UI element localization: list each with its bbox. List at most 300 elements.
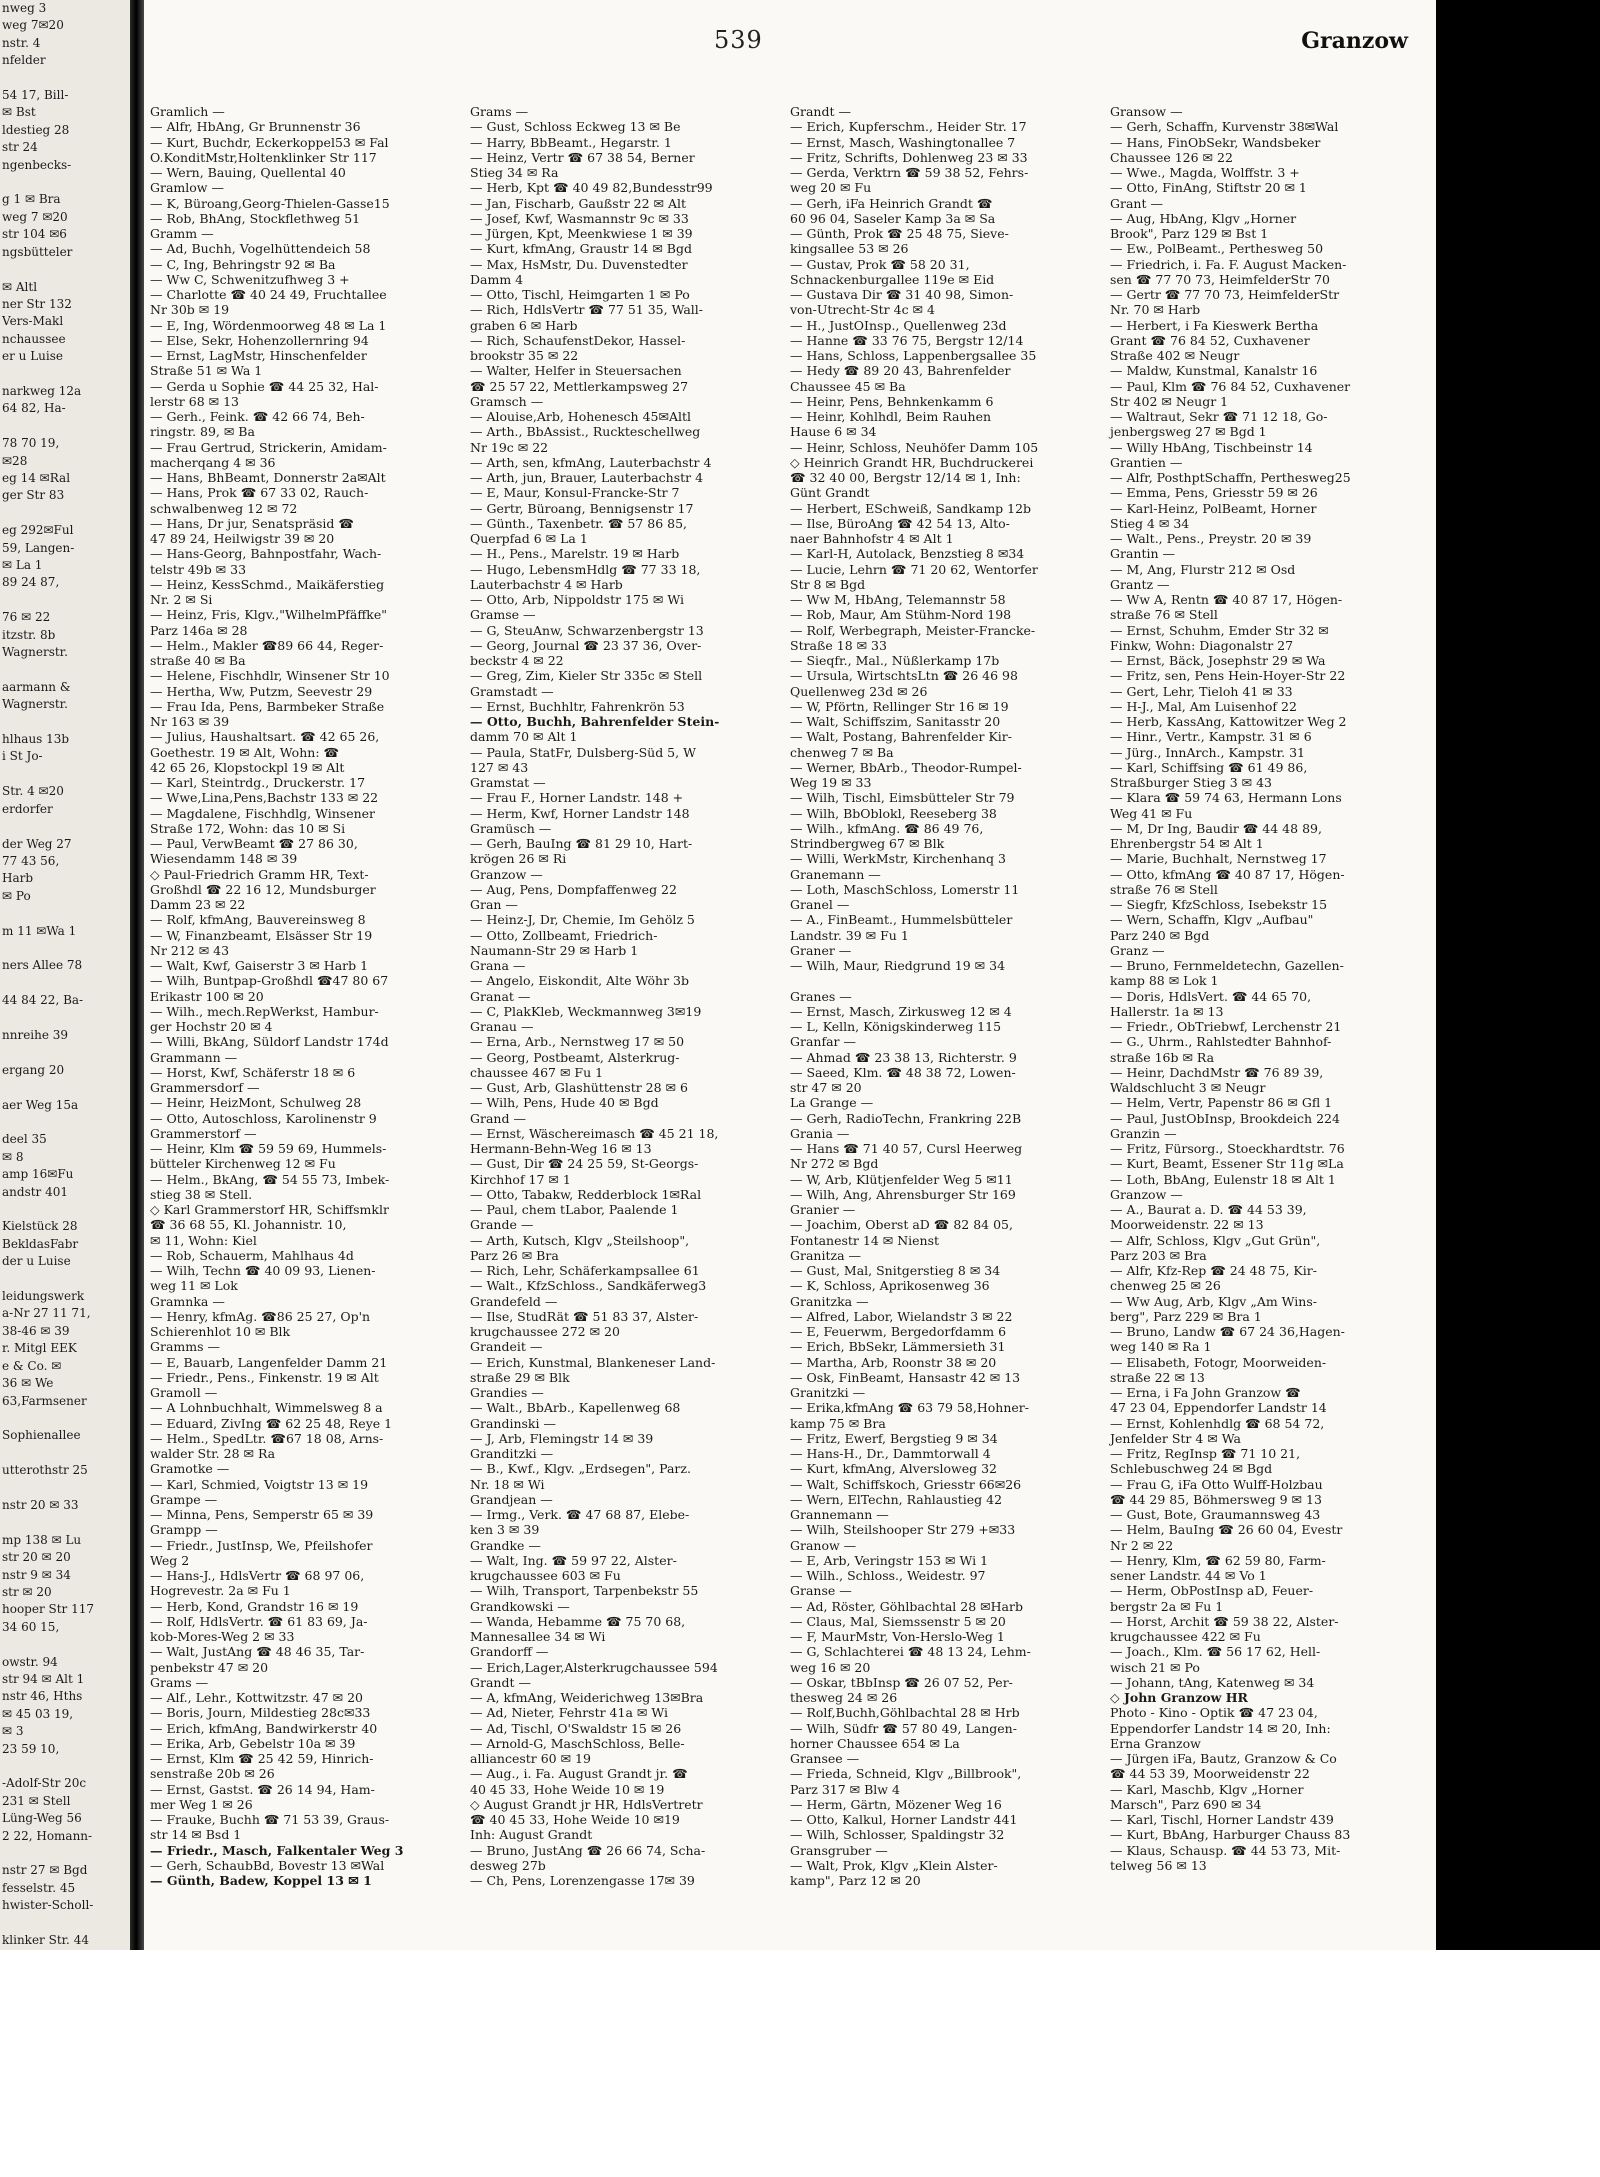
directory-entry: Weg 2 [150, 1552, 190, 1568]
surname-heading: Gramotke — [150, 1461, 230, 1477]
directory-entry: — Charlotte ☎ 40 24 49, Fruchtallee [150, 287, 387, 302]
directory-entry: Weg 41 ✉ Fu [1110, 805, 1193, 821]
directory-entry: — Helm, Vertr, Papenstr 86 ✉ Gfl 1 [1110, 1095, 1333, 1111]
surname-heading: Granitzka — [790, 1293, 869, 1309]
directory-entry: Stieg 4 ✉ 34 [1110, 515, 1190, 531]
fragment-line: str 94 ✉ Alt 1 [2, 1672, 85, 1686]
directory-entry: — Wilh, Tischl, Eimsbütteler Str 79 [790, 790, 1015, 806]
surname-heading: Grantin — [1110, 546, 1176, 562]
directory-entry: — Günth., Taxenbetr. ☎ 57 86 85, [470, 515, 688, 531]
fragment-line: owstr. 94 [2, 1654, 58, 1669]
surname-heading: Granzow — [1110, 1186, 1183, 1202]
directory-entry: — Karl, Tischl, Horner Landstr 439 [1110, 1812, 1334, 1827]
directory-entry: kamp 88 ✉ Lok 1 [1110, 973, 1219, 989]
directory-entry: — Gust, Mal, Snitgerstieg 8 ✉ 34 [790, 1263, 1001, 1278]
directory-entry: — Julius, Haushaltsart. ☎ 42 65 26, [150, 729, 380, 745]
directory-entry: — Ww Aug, Arb, Klgv „Am Wins- [1110, 1293, 1317, 1309]
directory-entry: — Fritz, Schrifts, Dohlenweg 23 ✉ 33 [790, 149, 1028, 165]
directory-entry: brookstr 35 ✉ 22 [470, 348, 579, 363]
directory-entry: — C, PlakKleb, Weckmannweg 3✉19 [470, 1003, 702, 1019]
surname-heading: Grandjean — [470, 1491, 553, 1507]
fragment-line [0, 1079, 130, 1096]
directory-entry: Hogrevestr. 2a ✉ Fu 1 [150, 1583, 291, 1599]
directory-entry: — Johann, tAng, Katenweg ✉ 34 [1110, 1674, 1315, 1690]
directory-entry: — Gertr, Büroang, Bennigsenstr 17 [470, 500, 694, 516]
fragment-line [0, 1271, 130, 1288]
fragment-line: ner Str 132 [2, 296, 72, 311]
directory-entry: Str 402 ✉ Neugr 1 [1110, 393, 1229, 409]
directory-entry: — Ahmad ☎ 23 38 13, Richterstr. 9 [790, 1049, 1017, 1065]
directory-entry: — Walt., KfzSchloss., Sandkäferweg3 [470, 1278, 707, 1294]
fragment-line: andstr 401 [2, 1184, 68, 1199]
directory-entry: Nr. 18 ✉ Wi [470, 1476, 545, 1492]
directory-entry: Straße 172, Wohn: das 10 ✉ Si [150, 820, 346, 836]
fragment-line: 231 ✉ Stell [2, 1793, 71, 1808]
directory-entry: 47 89 24, Heilwigstr 39 ✉ 20 [150, 531, 335, 546]
directory-entry: Nr. 70 ✉ Harb [1110, 302, 1201, 318]
directory-entry: — Gerda, Verktrn ☎ 59 38 52, Fehrs- [790, 165, 1029, 180]
fragment-line [0, 1410, 130, 1427]
directory-entry: — Lucie, Lehrn ☎ 71 20 62, Wentorfer [790, 561, 1038, 577]
fragment-line: nchaussee [2, 331, 66, 346]
surname-heading: Gramsch — [470, 393, 544, 409]
directory-entry: 42 65 26, Klopstockpl 19 ✉ Alt [150, 759, 345, 775]
surname-heading: Gramlich — [150, 104, 225, 119]
surname-heading: Gransee — [790, 1751, 860, 1766]
fragment-line: Lüng-Weg 56 [2, 1811, 82, 1826]
directory-entry: — Gerh., Feink. ☎ 42 66 74, Beh- [150, 409, 365, 424]
directory-entry: — Klara ☎ 59 74 63, Hermann Lons [1110, 790, 1342, 806]
directory-entry: — Gertr ☎ 77 70 73, HeimfelderStr [1110, 287, 1340, 302]
directory-entry: — Siegfr, KfzSchloss, Isebekstr 15 [1110, 897, 1328, 912]
fragment-line: itzstr. 8b [2, 627, 56, 642]
directory-entry: — Hans, BhBeamt, Donnerstr 2a✉Alt [150, 470, 386, 485]
directory-entry: — Georg, Journal ☎ 23 37 36, Over- [470, 637, 702, 653]
surname-heading: Granitzki — [790, 1385, 866, 1400]
fragment-line: 63,Farmsener [2, 1393, 87, 1408]
directory-entry: — Bruno, JustAng ☎ 26 66 74, Scha- [470, 1842, 706, 1858]
directory-entry: — Minna, Pens, Semperstr 65 ✉ 39 [150, 1507, 374, 1522]
surname-heading: Grandt — [470, 1674, 531, 1690]
directory-entry: — Gerh, SchaubBd, Bovestr 13 ✉Wal [150, 1857, 385, 1873]
directory-entry: walder Str. 28 ✉ Ra [150, 1446, 276, 1461]
fragment-line: Kielstück 28 [2, 1219, 78, 1234]
directory-entry: — Osk, FinBeamt, Hansastr 42 ✉ 13 [790, 1369, 1021, 1385]
directory-entry: — Frauke, Buchh ☎ 71 53 39, Graus- [150, 1812, 390, 1827]
fragment-line [0, 70, 130, 87]
directory-entry: — Frau G, iFa Otto Wulff-Holzbau [1110, 1476, 1323, 1492]
fragment-line [0, 818, 130, 835]
directory-entry: — Aug, Pens, Dompfaffenweg 22 [470, 881, 677, 897]
surname-heading: Granfar — [790, 1034, 856, 1050]
directory-entry: senstraße 20b ✉ 26 [150, 1766, 275, 1782]
directory-entry: — Karl, Schiffsing ☎ 61 49 86, [1110, 759, 1308, 775]
directory-entry: — Wilh, Maur, Riedgrund 19 ✉ 34 [790, 958, 1006, 973]
directory-entry: Nr 272 ✉ Bgd [790, 1156, 879, 1172]
fragment-line: hooper Str 117 [2, 1602, 95, 1617]
directory-entry: Hallerstr. 1a ✉ 13 [1110, 1003, 1224, 1019]
surname-heading: Granier — [790, 1202, 856, 1217]
directory-entry: — Walt, Schiffszim, Sanitasstr 20 [790, 714, 1001, 729]
surname-heading: Grandies — [470, 1385, 544, 1400]
fragment-line: 44 84 22, Ba- [2, 993, 84, 1008]
directory-entry: — Alfr, PosthptSchaffn, Perthesweg25 [1110, 470, 1351, 485]
column-4 [1110, 104, 1410, 1944]
surname-heading: Granow — [790, 1537, 857, 1553]
directory-entry: — E, Maur, Konsul-Francke-Str 7 [470, 485, 680, 501]
directory-entry: Lauterbachstr 4 ✉ Harb [470, 576, 623, 592]
surname-heading: Grandke — [470, 1537, 541, 1553]
directory-entry: Erna Granzow [1110, 1735, 1201, 1751]
directory-entry: — Walt., Pens., Preystr. 20 ✉ 39 [1110, 531, 1312, 546]
surname-heading: Gramms — [150, 1339, 221, 1355]
directory-entry: — Frau Gertrud, Strickerin, Amidam- [150, 439, 387, 455]
directory-entry: Chaussee 126 ✉ 22 [1110, 149, 1233, 165]
fragment-line: a-Nr 27 11 71, [2, 1306, 91, 1321]
directory-entry: jenbergsweg 27 ✉ Bgd 1 [1110, 424, 1267, 440]
directory-entry: Landstr. 39 ✉ Fu 1 [790, 927, 909, 943]
fragment-line [0, 1044, 130, 1061]
directory-entry: — Heinr, Klm ☎ 59 59 69, Hummels- [150, 1141, 387, 1156]
directory-entry: Straße 18 ✉ 33 [790, 637, 887, 653]
column-3 [790, 104, 1090, 1944]
directory-entry: — Henry, kfmAg. ☎86 25 27, Op'n [150, 1308, 371, 1324]
directory-entry: — Erika, Arb, Gebelstr 10a ✉ 39 [150, 1735, 356, 1751]
surname-heading: Grand — [470, 1110, 526, 1126]
directory-entry: Weg 19 ✉ 33 [790, 775, 872, 790]
directory-entry: — Paul, Klm ☎ 76 84 52, Cuxhavener [1110, 378, 1351, 394]
directory-entry: — Joach., Klm. ☎ 56 17 62, Hell- [1110, 1644, 1321, 1660]
directory-entry: straße 29 ✉ Blk [470, 1369, 570, 1385]
directory-entry: — Erich, kfmAng, Bandwirkerstr 40 [150, 1720, 378, 1736]
directory-entry: — Kurt, Buchdr, Eckerkoppel53 ✉ Fal [150, 134, 389, 150]
directory-entry: ☎ 25 57 22, Mettlerkampsweg 27 [470, 378, 689, 394]
directory-entry: — Max, HsMstr, Du. Duvenstedter [470, 256, 688, 272]
fragment-line [0, 1514, 130, 1531]
directory-entry: — Herb, Kpt ☎ 40 49 82,Bundesstr99 [470, 180, 713, 196]
fragment-line: amp 16✉Fu [2, 1167, 74, 1182]
directory-entry: — Friedr., Masch, Falkentaler Weg 3 [150, 1842, 404, 1858]
directory-entry: — Friedr., ObTriebwf, Lerchenstr 21 [1110, 1019, 1342, 1034]
directory-entry: — Hans, FinObSekr, Wandsbeker [1110, 134, 1321, 150]
directory-entry: — Wilh, Ang, Ahrensburger Str 169 [790, 1186, 1016, 1202]
directory-entry: Günt Grandt [790, 485, 870, 501]
fragment-line: Vers-Makl [2, 314, 64, 329]
directory-entry: — Gerh, BauIng ☎ 81 29 10, Hart- [470, 836, 693, 851]
fragment-line [0, 1445, 130, 1462]
directory-entry: Fontanestr 14 ✉ Nienst [790, 1232, 940, 1248]
fragment-line: 89 24 87, [2, 575, 60, 590]
surname-heading: Gramstat — [470, 775, 546, 790]
directory-entry: — H-J., Mal, Am Luisenhof 22 [1110, 698, 1297, 714]
fragment-line: 34 60 15, [2, 1619, 60, 1634]
directory-entry: — Wanda, Hebamme ☎ 75 70 68, [470, 1613, 686, 1629]
directory-entry: — Angelo, Eiskondit, Alte Wöhr 3b [470, 973, 689, 989]
directory-entry: — Loth, BbAng, Eulenstr 18 ✉ Alt 1 [1110, 1171, 1336, 1187]
fragment-line: narkweg 12a [2, 383, 82, 398]
directory-entry: sen ☎ 77 70 73, HeimfelderStr 70 [1110, 271, 1330, 287]
fragment-line: nfelder [2, 53, 46, 68]
directory-entry: — Walt, Postang, Bahrenfelder Kir- [790, 729, 1012, 745]
directory-entry: — Gustav, Prok ☎ 58 20 31, [790, 256, 970, 272]
directory-entry: Nr 212 ✉ 43 [150, 942, 230, 958]
directory-entry: chaussee 467 ✉ Fu 1 [470, 1064, 604, 1080]
directory-entry: — Rob, Maur, Am Stühm-Nord 198 [790, 607, 1012, 623]
fragment-line: 38-46 ✉ 39 [2, 1323, 70, 1338]
directory-entry: — Erna, Arb., Nernstweg 17 ✉ 50 [470, 1034, 685, 1050]
directory-entry: — Wern, Schaffn, Klgv „Aufbau" [1110, 912, 1314, 928]
fragment-line [0, 766, 130, 783]
fragment-line [0, 1915, 130, 1932]
fragment-line: ngsbütteler [2, 244, 73, 259]
directory-entry: — Wilh, Schlosser, Spaldingstr 32 [790, 1827, 1005, 1843]
directory-entry: — L, Kelln, Königskinderweg 115 [790, 1019, 1002, 1034]
surname-heading: Grams — [470, 104, 529, 119]
directory-entry: — W, Arb, Klütjenfelder Weg 5 ✉11 [790, 1171, 1013, 1187]
surname-heading: Grant — [1110, 195, 1163, 211]
surname-heading: Grandeit — [470, 1339, 543, 1355]
directory-entry: — Wilh, Südfr ☎ 57 80 49, Langen- [790, 1720, 1017, 1736]
fragment-line [0, 1201, 130, 1218]
directory-entry: — Erika,kfmAng ☎ 63 79 58,Hohner- [790, 1400, 1029, 1416]
surname-heading: Gramoll — [150, 1385, 218, 1400]
directory-entry: — Ad, Nieter, Fehrstr 41a ✉ Wi [470, 1705, 668, 1721]
directory-entry: — Hedy ☎ 89 20 43, Bahrenfelder [790, 363, 1011, 379]
directory-entry: Nr 30b ✉ 19 [150, 302, 230, 318]
directory-entry: straße 40 ✉ Ba [150, 653, 246, 668]
directory-entry: — Ursula, WirtschtsLtn ☎ 26 46 98 [790, 668, 1018, 684]
directory-entry: — Ilse, BüroAng ☎ 42 54 13, Alto- [790, 515, 1010, 531]
surname-heading: Gransgruber — [790, 1842, 888, 1858]
directory-entry: — Elisabeth, Fotogr, Moorweiden- [1110, 1354, 1327, 1370]
scan-background-right [1436, 0, 1600, 1950]
directory-entry: — Fritz, RegInsp ☎ 71 10 21, [1110, 1446, 1301, 1461]
column-2 [470, 104, 770, 1944]
directory-entry: — Else, Sekr, Hohenzollernring 94 [150, 332, 369, 348]
directory-entry: straße 22 ✉ 13 [1110, 1369, 1205, 1385]
directory-entry: — Wilh, BbOblokl, Reeseberg 38 [790, 805, 997, 821]
directory-entry: — Helm., SpedLtr. ☎67 18 08, Arns- [150, 1430, 384, 1446]
fragment-line [0, 366, 130, 383]
directory-entry: O.KonditMstr,Holtenklinker Str 117 [150, 149, 377, 165]
fragment-line [0, 1114, 130, 1131]
directory-entry: — Gert, Lehr, Tieloh 41 ✉ 33 [1110, 683, 1293, 699]
directory-entry: — Martha, Arb, Roonstr 38 ✉ 20 [790, 1354, 997, 1370]
directory-entry: — Erich,Lager,Alsterkrugchaussee 594 [470, 1659, 718, 1675]
directory-entry: — Aug, HbAng, Klgv „Horner [1110, 210, 1297, 226]
directory-entry: — Ww A, Rentn ☎ 40 87 17, Högen- [1110, 592, 1343, 607]
directory-entry: Parz 240 ✉ Bgd [1110, 927, 1210, 943]
directory-entry: — Herb, Kond, Grandstr 16 ✉ 19 [150, 1598, 359, 1614]
surname-heading: Grammersdorf — [150, 1080, 260, 1095]
directory-entry: — Otto, Zollbeamt, Friedrich- [470, 927, 658, 943]
directory-entry: Goethestr. 19 ✉ Alt, Wohn: ☎ [150, 744, 340, 760]
directory-entry: — Herbert, ESchweiß, Sandkamp 12b [790, 500, 1032, 516]
fragment-line: nstr 9 ✉ 34 [2, 1567, 71, 1582]
directory-entry: — Wilh, Techn ☎ 40 09 93, Lienen- [150, 1263, 376, 1278]
directory-entry: 60 96 04, Saseler Kamp 3a ✉ Sa [790, 210, 996, 226]
directory-entry: telweg 56 ✉ 13 [1110, 1857, 1207, 1873]
fragment-line: nstr. 4 [2, 35, 41, 50]
directory-entry: — Sieqfr., Mal., Nüßlerkamp 17b [790, 653, 1000, 668]
directory-entry: — Gust, Schloss Eckweg 13 ✉ Be [470, 119, 681, 135]
directory-entry: — Karl-Heinz, PolBeamt, Horner [1110, 500, 1317, 516]
directory-entry: bergstr 2a ✉ Fu 1 [1110, 1598, 1224, 1614]
directory-entry: — Gustava Dir ☎ 31 40 98, Simon- [790, 287, 1014, 302]
directory-entry: — Friedr., JustInsp, We, Pfeilshofer [150, 1537, 373, 1553]
fragment-line [0, 905, 130, 922]
surname-heading: Granau — [470, 1019, 534, 1034]
directory-entry: — Hanne ☎ 33 76 75, Bergstr 12/14 [790, 332, 1024, 348]
directory-entry: 40 45 33, Hohe Weide 10 ✉ 19 [470, 1781, 665, 1797]
directory-entry: — Kurt, BbAng, Harburger Chauss 83 [1110, 1827, 1351, 1843]
directory-entry: — Ernst, Gastst. ☎ 26 14 94, Ham- [150, 1781, 375, 1797]
fragment-line: e & Co. ✉ [2, 1358, 62, 1373]
fragment-line: 64 82, Ha- [2, 401, 66, 416]
fragment-line [0, 714, 130, 731]
fragment-line: ✉ 45 03 19, [2, 1706, 74, 1721]
directory-entry: str 14 ✉ Bsd 1 [150, 1827, 242, 1843]
directory-entry: — Horst, Archit ☎ 59 38 22, Alster- [1110, 1613, 1339, 1629]
directory-entry: — Horst, Kwf, Schäferstr 18 ✉ 6 [150, 1064, 356, 1080]
directory-entry: — Aug., i. Fa. August Grandt jr. ☎ [470, 1766, 688, 1782]
directory-entry: — Fritz, sen, Pens Hein-Hoyer-Str 22 [1110, 668, 1346, 684]
directory-entry: ringstr. 89, ✉ Ba [150, 424, 255, 440]
directory-entry: — Hertha, Ww, Putzm, Seevestr 29 [150, 683, 373, 699]
surname-heading: Granzin — [1110, 1125, 1177, 1141]
directory-entry: — Hans, Dr jur, Senatspräsid ☎ [150, 515, 354, 531]
fragment-line [0, 1758, 130, 1775]
directory-entry: Schierenhlot 10 ✉ Blk [150, 1324, 291, 1339]
fragment-line: 23 59 10, [2, 1741, 60, 1756]
directory-entry: — Herm, ObPostInsp aD, Feuer- [1110, 1583, 1314, 1599]
directory-entry: — Hans-Georg, Bahnpostfahr, Wach- [150, 546, 382, 562]
fragment-line: str 104 ✉6 [2, 227, 67, 242]
directory-entry: — Loth, MaschSchloss, Lomerstr 11 [790, 881, 1020, 897]
directory-entry: — Marie, Buchhalt, Nernstweg 17 [1110, 851, 1327, 867]
fragment-line: mp 138 ✉ Lu [2, 1532, 82, 1547]
directory-entry: — Paul, JustObInsp, Brookdeich 224 [1110, 1110, 1340, 1126]
directory-entry: stieg 38 ✉ Stell. [150, 1186, 253, 1202]
directory-entry: — Ch, Pens, Lorenzengasse 17✉ 39 [470, 1873, 695, 1888]
directory-entry: — Emma, Pens, Griesstr 59 ✉ 26 [1110, 485, 1318, 501]
fragment-line: nstr 46, Hths [2, 1689, 83, 1704]
directory-entry: — Rolf,Buchh,Göhlbachtal 28 ✉ Hrb [790, 1705, 1020, 1721]
directory-entry: — M, Ang, Flurstr 212 ✉ Osd [1110, 561, 1296, 577]
directory-entry: berg", Parz 229 ✉ Bra 1 [1110, 1308, 1262, 1324]
directory-entry: — Willy HbAng, Tischbeinstr 14 [1110, 439, 1313, 455]
directory-entry: chenweg 25 ✉ 26 [1110, 1278, 1221, 1294]
directory-entry: — Henry, Klm, ☎ 62 59 80, Farm- [1110, 1552, 1326, 1568]
fragment-line: ngenbecks- [2, 157, 72, 172]
directory-entry: — Willi, WerkMstr, Kirchenhanq 3 [790, 851, 1006, 867]
fragment-line: i St Jo- [2, 749, 43, 764]
directory-entry: — Arth, sen, kfmAng, Lauterbachstr 4 [470, 454, 712, 470]
surname-heading: Gramse — [470, 607, 536, 623]
directory-entry: Nr 19c ✉ 22 [470, 439, 549, 455]
fragment-line: aarmann & [2, 679, 71, 694]
directory-entry: — H., JustOInsp., Quellenweg 23d [790, 317, 1007, 333]
directory-entry: — Ew., PolBeamt., Perthesweg 50 [1110, 241, 1324, 257]
directory-entry: — Frieda, Schneid, Klgv „Billbrook", [790, 1766, 1022, 1782]
directory-entry: ☎ 36 68 55, Kl. Johannistr. 10, [150, 1217, 347, 1233]
fragment-line: weg 7✉20 [2, 18, 64, 33]
fragment-line: Wagnerstr. [2, 697, 68, 712]
directory-entry: telstr 49b ✉ 33 [150, 561, 247, 577]
directory-entry: — Saeed, Klm. ☎ 48 38 72, Lowen- [790, 1064, 1016, 1080]
surname-heading: Grandkowski — [470, 1598, 570, 1614]
directory-entry: ☎ 32 40 00, Bergstr 12/14 ✉ 1, Inh: [790, 470, 1021, 485]
directory-entry: — Werner, BbArb., Theodor-Rumpel- [790, 759, 1022, 775]
directory-entry: lerstr 68 ✉ 13 [150, 393, 239, 409]
directory-entry: — Heinz, Vertr ☎ 67 38 54, Berner [470, 149, 695, 165]
directory-entry: — Paul, VerwBeamt ☎ 27 86 30, [150, 836, 358, 851]
directory-page [144, 0, 1436, 1950]
directory-entry: — Jan, Fischarb, Gaußstr 22 ✉ Alt [470, 195, 687, 211]
directory-entry: macherqang 4 ✉ 36 [150, 454, 276, 470]
directory-entry: — K, Büroang,Georg-Thielen-Gasse15 [150, 195, 390, 211]
directory-entry: krugchaussee 603 ✉ Fu [470, 1568, 621, 1583]
directory-entry: weg 16 ✉ 20 [790, 1659, 871, 1675]
directory-entry: — Otto, Tischl, Heimgarten 1 ✉ Po [470, 287, 690, 302]
fragment-line: fesselstr. 45 [2, 1880, 76, 1895]
directory-entry: sener Landstr. 44 ✉ Vo 1 [1110, 1568, 1267, 1583]
fragment-line: g 1 ✉ Bra [2, 192, 61, 207]
directory-entry: — Herm, Gärtn, Mözener Weg 16 [790, 1796, 1002, 1812]
fragment-line: der Weg 27 [2, 836, 72, 851]
fragment-line: utterothstr 25 [2, 1463, 88, 1478]
directory-entry: — Heinr, Kohlhdl, Beim Rauhen [790, 409, 992, 424]
directory-entry: — E, Arb, Veringstr 153 ✉ Wi 1 [790, 1552, 989, 1568]
fragment-line: ✉ La 1 [2, 558, 43, 572]
directory-entry: Eppendorfer Landstr 14 ✉ 20, Inh: [1110, 1720, 1331, 1736]
directory-entry: — E, Bauarb, Langenfelder Damm 21 [150, 1354, 388, 1370]
directory-entry: Hause 6 ✉ 34 [790, 424, 877, 440]
directory-entry: — Jürgen iFa, Bautz, Granzow & Co [1110, 1751, 1337, 1766]
directory-entry: — Gust, Bote, Graumannsweg 43 [1110, 1507, 1321, 1522]
fragment-line [0, 505, 130, 522]
directory-entry: — Gust, Dir ☎ 24 25 59, St-Georgs- [470, 1156, 699, 1172]
directory-entry: — Kurt, kfmAng, Alversloweg 32 [790, 1461, 997, 1477]
fragment-line [0, 261, 130, 278]
fragment-line: er u Luise [2, 349, 63, 364]
directory-entry: — E, Feuerwm, Bergedorfdamm 6 [790, 1324, 1007, 1339]
directory-entry: — Karl, Steintrdg., Druckerstr. 17 [150, 775, 366, 790]
directory-entry: — Wwe., Magda, Wolffstr. 3 + [1110, 165, 1300, 180]
directory-entry: Inh: August Grandt [470, 1827, 593, 1843]
directory-entry: — Walt, Ing. ☎ 59 97 22, Alster- [470, 1552, 677, 1568]
surname-heading: Grannemann — [790, 1507, 889, 1522]
fragment-line: Wagnerstr. [2, 645, 68, 660]
directory-entry: — Ernst, LagMstr, Hinschenfelder [150, 348, 367, 363]
surname-heading: Grania — [790, 1125, 850, 1141]
directory-entry: — Greg, Zim, Kieler Str 335c ✉ Stell [470, 668, 703, 684]
directory-entry: — Ernst, Schuhm, Emder Str 32 ✉ [1110, 622, 1329, 638]
directory-entry: weg 11 ✉ Lok [150, 1278, 238, 1294]
fragment-line: eg 14 ✉Ral [2, 470, 71, 485]
directory-entry: — Arnold-G, MaschSchloss, Belle- [470, 1735, 685, 1751]
surname-heading: Granitza — [790, 1247, 861, 1263]
directory-entry: — Karl, Maschb, Klgv „Horner [1110, 1781, 1304, 1797]
directory-entry: — Josef, Kwf, Wasmannstr 9c ✉ 33 [470, 210, 689, 226]
directory-entry: Marsch", Parz 690 ✉ 34 [1110, 1796, 1262, 1812]
fragment-line: ger Str 83 [2, 488, 65, 503]
directory-entry: weg 20 ✉ Fu [790, 180, 872, 196]
directory-entry: — Wilh., mech.RepWerkst, Hambur- [150, 1003, 379, 1019]
surname-heading: Gransow — [1110, 104, 1183, 119]
directory-entry: Wiesendamm 148 ✉ 39 [150, 851, 298, 867]
directory-entry: — Walt, JustAng ☎ 48 46 35, Tar- [150, 1644, 365, 1660]
